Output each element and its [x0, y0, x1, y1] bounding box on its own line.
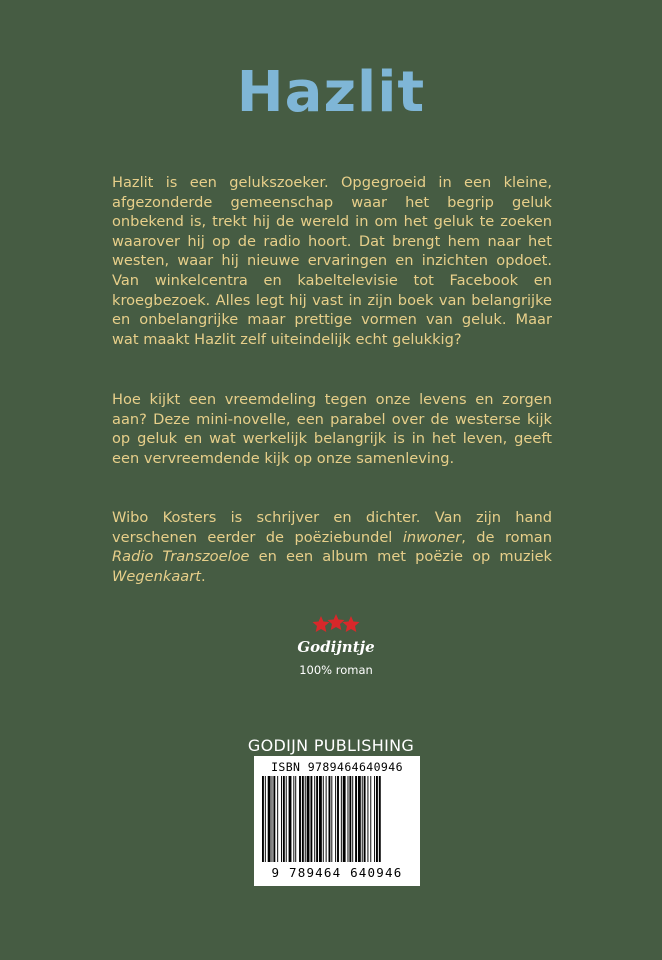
- work-title-wegenkaart: Wegenkaart: [112, 567, 201, 585]
- barcode-bar: [376, 776, 378, 862]
- barcode-bar: [305, 776, 306, 862]
- work-title-inwoner: inwoner: [402, 528, 462, 546]
- barcode-bar: [329, 776, 331, 862]
- barcode-bar: [295, 776, 296, 862]
- barcode-bar: [310, 776, 312, 862]
- barcode-bar: [348, 776, 349, 862]
- publisher-name: GODIJN PUBLISHING: [247, 736, 415, 755]
- barcode-bar: [379, 776, 381, 862]
- barcode-bar: [349, 776, 351, 862]
- barcode-bar: [281, 776, 282, 862]
- barcode-bar: [286, 776, 287, 862]
- barcode-bar: [367, 776, 368, 862]
- barcode-bar: [343, 776, 346, 862]
- barcode-bar: [265, 776, 266, 862]
- barcode-bar: [314, 776, 315, 862]
- barcode-bar: [316, 776, 318, 862]
- barcode-bar: [337, 776, 339, 862]
- barcode-bar: [268, 776, 271, 862]
- author-bio-text-3: en een album met poëzie op muziek: [249, 548, 553, 566]
- blurb-paragraph-1: Hazlit is een gelukszoeker. Opgegroeid in een kleine, afgezonderde gemeenschap waar het begrip geluk onbekend is, trekt hij de wereld in om het geluk te zoeken waarover hij op de radio hoort. Dat brengt hem naar het westen, waar hij nieuwe ervaringen en inzichten opdoet. Van winkelcentra en kabeltelevisie tot Facebook en kroegbezoek. Alles legt hij vast in zijn boek van belangrijke en onbelangrijke maar prettige vormen van geluk. Maar wat maakt Hazlit zelf uiteindelijk echt gelukkig?: [112, 174, 552, 348]
- barcode-bar: [358, 776, 361, 862]
- barcode-bar: [273, 776, 275, 862]
- barcode-bar: [352, 776, 353, 862]
- isbn-barcode: [254, 756, 420, 886]
- barcode-bar: [362, 776, 363, 862]
- barcode-bar: [374, 776, 375, 862]
- barcode-bar: [262, 776, 264, 862]
- barcode-bar: [341, 776, 342, 862]
- imprint-tagline: 100% roman: [299, 663, 373, 677]
- barcode-bar: [364, 776, 366, 862]
- barcode-bar: [323, 776, 324, 862]
- stars-icon: [311, 612, 361, 634]
- barcode-bar: [289, 776, 292, 862]
- book-title: Hazlit: [236, 60, 426, 125]
- barcode-bar: [272, 776, 273, 862]
- author-bio-text-2: , de roman: [461, 528, 552, 546]
- barcode-bar: [319, 776, 322, 862]
- isbn-label: ISBN 9789464640946: [271, 760, 403, 774]
- imprint-name: Godijntje: [297, 638, 375, 656]
- barcode-bar: [277, 776, 278, 862]
- barcode-bar: [370, 776, 371, 862]
- imprint-logo: [291, 612, 381, 684]
- author-bio: [112, 508, 552, 586]
- barcode-bar: [302, 776, 304, 862]
- author-bio-text-1: Wibo Kosters is schrijver en dichter. Van zijn hand verschenen eerder de poëziebundel: [112, 509, 552, 546]
- barcode-bar: [307, 776, 310, 862]
- barcode-bar: [293, 776, 294, 862]
- barcode-bar: [335, 776, 336, 862]
- barcode-bar: [331, 776, 332, 862]
- ean-digits: 9 789464 640946: [271, 865, 403, 880]
- barcode-bar: [355, 776, 357, 862]
- blurb-paragraph-2: Hoe kijkt een vreemdeling tegen onze levens en zorgen aan? Deze mini-novelle, een parabel over de westerse kijk op geluk en wat werkelijk belangrijk is in het leven, geeft een vervreemdende kijk op onze samenleving.: [112, 391, 552, 467]
- barcode-bar: [283, 776, 285, 862]
- author-bio-text-4: .: [200, 567, 206, 585]
- barcode-bars: [260, 776, 414, 862]
- barcode-bar: [299, 776, 301, 862]
- barcode-bar: [326, 776, 327, 862]
- work-title-radio-transzoeloe: Radio Transzoeloe: [112, 548, 250, 566]
